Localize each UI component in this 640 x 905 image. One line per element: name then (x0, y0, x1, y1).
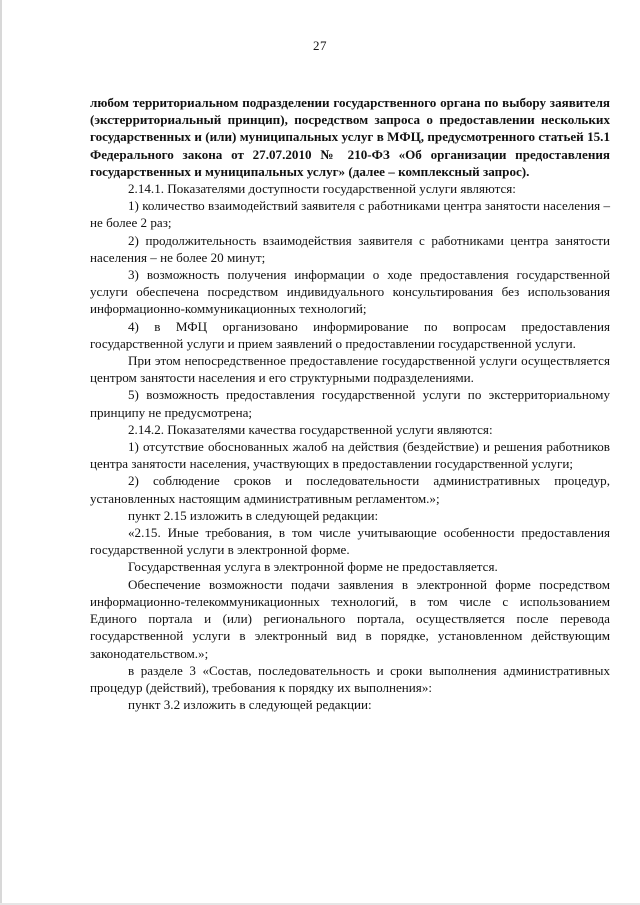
paragraph-quality-item-2: 2) соблюдение сроков и последовательности административных процедур, установленных настоящим административным регламентом.»; (90, 473, 610, 506)
page-number: 27 (313, 38, 327, 53)
paragraph-quality-item-1: 1) отсутствие обоснованных жалоб на действия (бездействие) и решения работников центра занятости населения, участвующих в предоставлении государственной услуги; (90, 439, 610, 472)
document-body (90, 94, 610, 713)
paragraph-item-2: 2) продолжительность взаимодействия заявителя с работниками центра занятости населения – не более 20 минут; (90, 232, 610, 265)
scan-edge-left (0, 0, 2, 905)
paragraph-item-1: 1) количество взаимодействий заявителя с работниками центра занятости населения – не более 2 раз; (90, 198, 610, 231)
paragraph-2-14-2: 2.14.2. Показателями качества государственной услуги являются: (128, 421, 493, 437)
paragraph-complex-request: любом территориальном подразделении государственного органа по выбору заявителя (экстерриториальный принцип), посредством запроса о предоставлении нескольких государственных и (или) муниципальных услуг в МФЦ, предусмотренного статьей 15.1 Федерального закона от 27.07.2010 № 210-ФЗ «Об организации предоставления государственных и муниципальных услуг» (далее – комплексный запрос). (90, 95, 610, 179)
paragraph-item-4: 4) в МФЦ организовано информирование по вопросам предоставления государственной услуги и прием заявлений о предоставлении государственной услуги. (90, 318, 610, 351)
paragraph-item-3: 3) возможность получения информации о ходе предоставления государственной услуги обеспечена посредством индивидуального консультирования без использования информационно-коммуникационных технологий; (90, 267, 610, 317)
paragraph-item-5: 5) возможность предоставления государственной услуги по экстерриториальному принципу не предусмотрена; (90, 387, 610, 420)
paragraph-electronic-submission: Обеспечение возможности подачи заявления в электронной форме посредством информационно-телекоммуникационных технологий, в том числе с использованием Единого портала и (или) регионального портала, осуществляется после перевода государственной услуги в электронный вид в порядке, установленном действующим законодательством.»; (90, 576, 610, 661)
paragraph-2-14-1: 2.14.1. Показателями доступности государственной услуги являются: (128, 181, 516, 197)
paragraph-amend-3-2: пункт 3.2 изложить в следующей редакции: (128, 697, 372, 713)
paragraph-direct-provision: При этом непосредственное предоставление государственной услуги осуществляется центром занятости населения и его структурными подразделениями. (90, 353, 610, 386)
paragraph-section-3: в разделе 3 «Состав, последовательность и сроки выполнения административных процедур (действий), требования к порядку их выполнения»: (90, 662, 610, 695)
paragraph-2-15: «2.15. Иные требования, в том числе учитывающие особенности предоставления государственной услуги в электронной форме. (90, 525, 610, 558)
paragraph-no-electronic: Государственная услуга в электронной форме не предоставляется. (128, 559, 498, 575)
paragraph-amend-2-15: пункт 2.15 изложить в следующей редакции: (128, 507, 379, 523)
